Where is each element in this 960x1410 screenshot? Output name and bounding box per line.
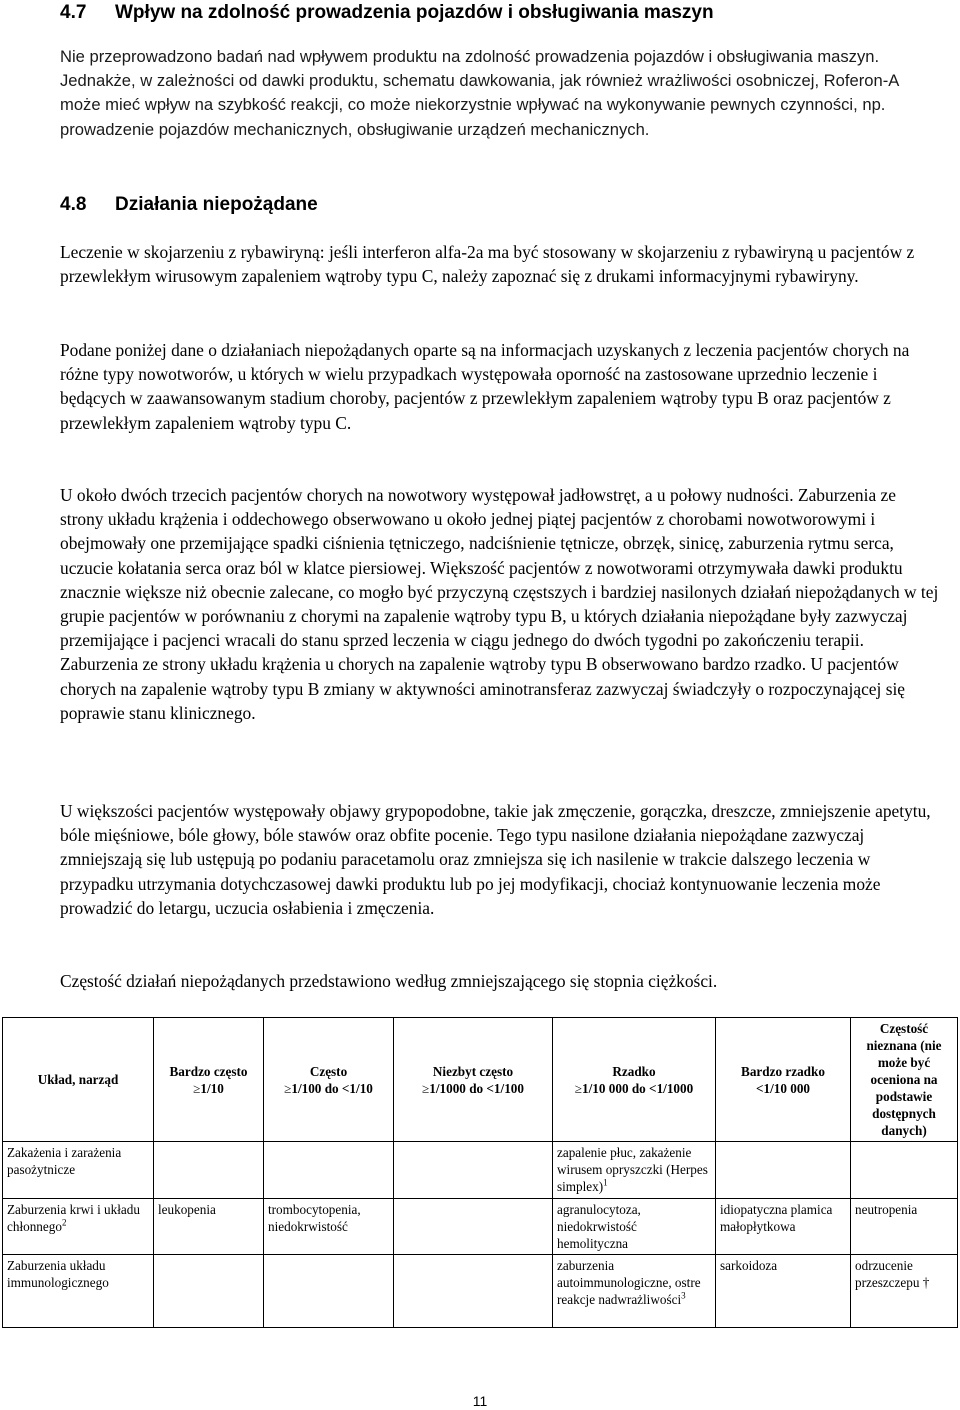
- cell-uncommon: [394, 1255, 553, 1328]
- table-row: [3, 1142, 958, 1199]
- header-label: Bardzo często: [169, 1063, 248, 1079]
- cell-uncommon: [394, 1199, 553, 1255]
- adverse-reactions-table: [2, 1017, 958, 1328]
- cell-text: Zaburzenia krwi i układu chłonnego: [7, 1202, 140, 1234]
- paragraph-flu-symptoms: U większości pacjentów występowały objawy grypopodobne, takie jak zmęczenie, gorączka, dreszcze, zmniejszenie apetytu, bóle mięśniowe, bóle głowy, bóle stawów oraz obfite pocenie. Tego typu nasilone działania niepożądane zazwyczaj zmniejszają się lub ustępują po podaniu paracetamolu oraz zmniejsza się ich nasilenie w trakcie dalszego leczenia w przypadku utrzymania dotychczasowej dawki produktu lub po jej modyfikacji, chociaż kontynuowanie leczenia może prowadzić do letargu, uczucia osłabienia i zmęczenia.: [60, 801, 931, 918]
- cell-very-common: [154, 1142, 264, 1199]
- table-row: [3, 1199, 958, 1255]
- cell-very-rare: [716, 1142, 851, 1199]
- cell-rare: [553, 1255, 716, 1328]
- paragraph-frequency-note: Częstość działań niepożądanych przedstawiono według zmniejszającego się stopnia ciężkości.: [60, 971, 718, 991]
- paragraph-ribavirin: Leczenie w skojarzeniu z rybawiryną: jeśli interferon alfa-2a ma być stosowany w skojarzeniu z rybawiryną u pacjentów z przewlekłym wirusowym zapaleniem wątroby typu C, należy zapoznać się z drukami informacyjnymi rybawiryny.: [60, 242, 915, 287]
- cell-text: zaburzenia autoimmunologiczne, ostre reakcje nadwrażliwości: [557, 1258, 701, 1307]
- header-label: Rzadko: [612, 1063, 656, 1079]
- section-heading-4-7: [60, 2, 714, 24]
- footnote-marker: 3: [681, 1290, 686, 1301]
- header-common: [264, 1018, 394, 1142]
- page-number: 11: [472, 1393, 488, 1409]
- cell-very-common: [154, 1255, 264, 1328]
- table-header-row: [3, 1018, 958, 1142]
- footnote-marker: 1: [603, 1177, 608, 1188]
- cell-unknown: odrzucenie przeszczepu †: [851, 1255, 958, 1328]
- cell-rare: agranulocytoza, niedokrwistość hemolityczna: [553, 1199, 716, 1255]
- section-title: Wpływ na zdolność prowadzenia pojazdów i obsługiwania maszyn: [115, 2, 714, 23]
- footnote-marker: 2: [61, 1217, 67, 1228]
- cell-organ: Zaburzenia układu immunologicznego: [3, 1255, 154, 1328]
- paragraph-data-source: Podane poniżej dane o działaniach niepożądanych oparte są na informacjach uzyskanych z leczenia pacjentów chorych na różne typy nowotworów, u których w wielu przypadkach występowała oporność na zastosowane uprzednio leczenie i będących w zaawansowanym stadium choroby, pacjentów z przewlekłym zapaleniem wątroby typu B oraz pacjentów z przewlekłym zapaleniem wątroby typu C.: [60, 340, 910, 433]
- cell-rare: [553, 1142, 716, 1199]
- paragraph-driving: Nie przeprowadzono badań nad wpływem produktu na zdolność prowadzenia pojazdów i obsługiwania maszyn. Jednakże, w zależności od dawki produktu, schematu dawkowania, jak również wrażliwości osobniczej, Roferon-A może mieć wpływ na szybkość reakcji, co może niekorzystnie wpływać na wykonywanie pewnych czynności, np. prowadzenie pojazdów mechanicznych, obsługiwanie urządzeń mechanicznych.: [60, 47, 899, 139]
- cell-common: [264, 1255, 394, 1328]
- header-range: ≥ 1/100 do <1/10: [284, 1081, 373, 1096]
- cell-uncommon: [394, 1142, 553, 1199]
- cell-very-common: leukopenia: [154, 1199, 264, 1255]
- cell-text: zapalenie płuc, zakażenie wirusem opryszczki (Herpes simplex): [557, 1145, 708, 1194]
- section-title: Działania niepożądane: [115, 194, 318, 215]
- header-range: <1/10 000: [755, 1080, 811, 1096]
- header-range: ≥ 1/10 000 do <1/1000: [575, 1081, 693, 1096]
- cell-very-rare: idiopatyczna plamica małopłytkowa: [716, 1199, 851, 1255]
- header-very-rare: [716, 1018, 851, 1142]
- header-range: ≥ 1/1000 do <1/100: [422, 1081, 524, 1096]
- cell-organ: Zakażenia i zarażenia pasożytnicze: [3, 1142, 154, 1199]
- cell-organ: [3, 1199, 154, 1255]
- cell-common: [264, 1142, 394, 1199]
- header-label: Niezbyt często: [432, 1063, 514, 1079]
- cell-unknown: neutropenia: [851, 1199, 958, 1255]
- header-very-common: [154, 1018, 264, 1142]
- header-rare: [553, 1018, 716, 1142]
- table-row: [3, 1255, 958, 1328]
- cell-common: trombocytopenia, niedokrwistość: [264, 1199, 394, 1255]
- header-label: Bardzo rzadko: [741, 1063, 825, 1079]
- section-number: 4.8: [60, 194, 87, 215]
- paragraph-cancer-patients: U około dwóch trzecich pacjentów chorych na nowotwory występował jadłowstręt, a u połowy nudności. Zaburzenia ze strony układu krążenia i oddechowego obserwowano u około jednej piątej pacjentów z chorobami nowotworowymi i obejmowały one przemijające spadki ciśnienia tętniczego, nadciśnienie tętnicze, obrzęk, sinicę, zaburzenia rytmu serca, uczucie kołatania serca oraz ból w klatce piersiowej. Większość pacjentów z nowotworami otrzymywała dawki produktu znacznie większe niż obecnie zalecane, co mogło być przyczyną częstszych i bardziej nasilonych działań niepożądanych w tej grupie pacjentów w porównaniu z chorymi na zapalenie wątroby typu B, u których działania niepożądane były zazwyczaj przemijające i pacjenci wracali do stanu sprzed leczenia w ciągu jednego do dwóch tygodni po zakończeniu terapii. Zaburzenia ze strony układu krążenia u chorych na zapalenie wątroby typu B obserwowano bardzo rzadko. U pacjentów chorych na zapalenie wątroby typu B zmiany w aktywności aminotransferaz zazwyczaj świadczyły o rozpoczynającej się poprawie stanu klinicznego.: [60, 485, 939, 723]
- header-uncommon: [394, 1018, 553, 1142]
- section-heading-4-8: [60, 194, 318, 216]
- header-range: ≥ 1/10: [193, 1081, 224, 1096]
- header-label: Często: [309, 1063, 348, 1079]
- cell-unknown: [851, 1142, 958, 1199]
- header-organ: Układ, narząd: [3, 1018, 154, 1142]
- header-unknown: Częstość nieznana (nie może być oceniona na podstawie dostępnych danych): [851, 1018, 958, 1142]
- section-number: 4.7: [60, 2, 87, 23]
- cell-very-rare: sarkoidoza: [716, 1255, 851, 1328]
